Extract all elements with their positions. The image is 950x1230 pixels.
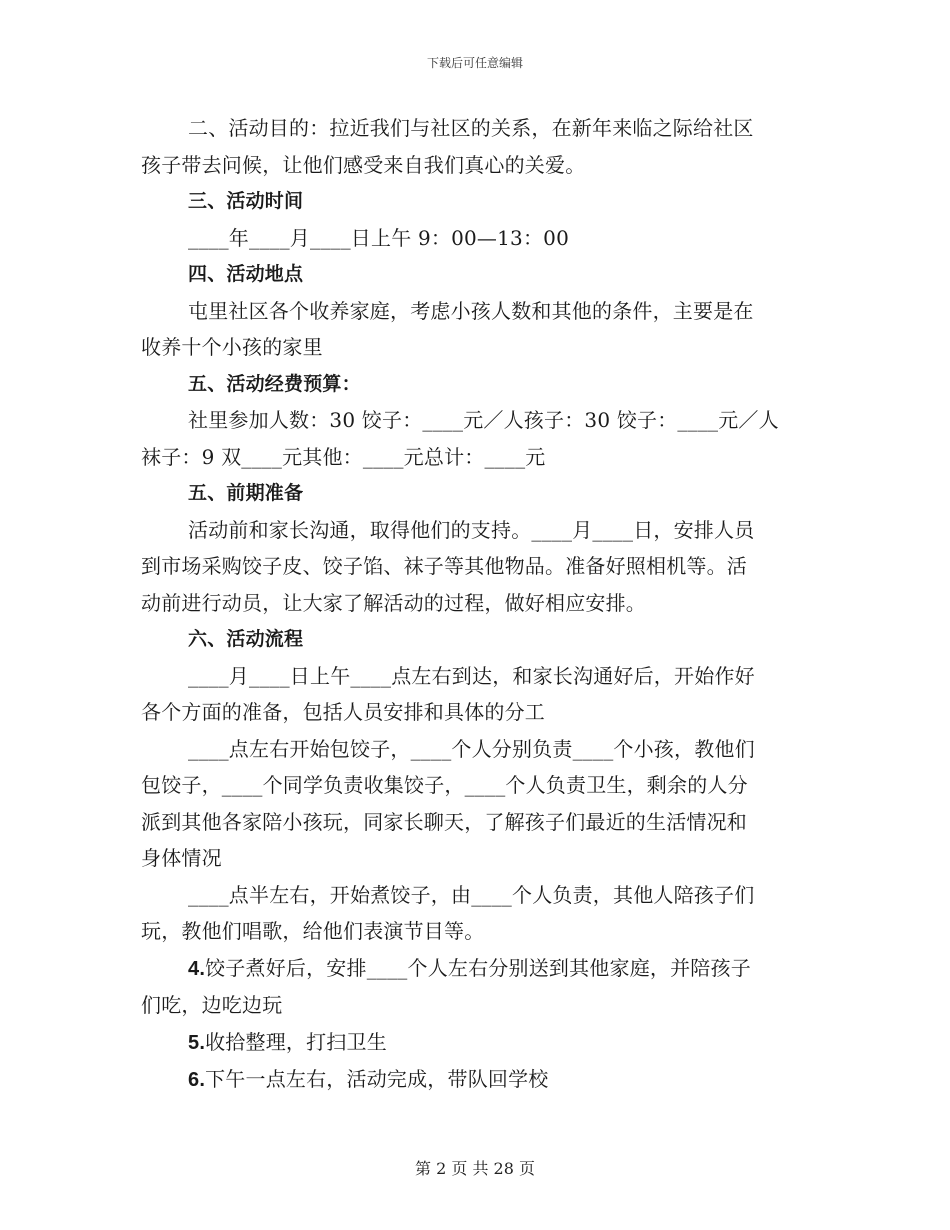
flow-item-6 <box>141 1061 809 1099</box>
section-heading-prep: 五、前期准备 <box>188 482 304 504</box>
time-value: ____年____月____日上午 9：00—13：00 <box>188 225 570 250</box>
flow-step-1-line-2: 各个方面的准备，包括人员安排和具体的分工 <box>141 700 545 724</box>
item-5-text: 收拾整理，打扫卫生 <box>205 1029 387 1054</box>
flow-step-2-line-3: 派到其他各家陪小孩玩，同家长聊天，了解孩子们最近的生活情况和 <box>141 809 747 834</box>
flow-step-3-line-2: 玩，教他们唱歌，给他们表演节目等。 <box>141 919 485 943</box>
flow-step-2-line-1: ____点左右开始包饺子，____个人分别负责____个小孩，教他们 <box>188 736 755 761</box>
flow-step-2-line-2: 包饺子，____个同学负责收集饺子，____个人负责卫生，剩余的人分 <box>141 773 748 797</box>
place-line-1: 屯里社区各个收养家庭，考虑小孩人数和其他的条件，主要是在 <box>188 298 754 323</box>
flow-item-5 <box>141 1024 809 1062</box>
item-6-text: 下午一点左右，活动完成，带队回学校 <box>205 1067 549 1091</box>
item-6-number: 6. <box>188 1069 206 1091</box>
prep-line-1: 活动前和家长沟通，取得他们的支持。____月____日，安排人员 <box>188 517 755 542</box>
section-heading-time: 三、活动时间 <box>188 190 304 212</box>
flow-step-3-line-1: ____点半左右，开始煮饺子，由____个人负责，其他人陪孩子们 <box>188 882 755 907</box>
flow-step-2-line-4: 身体情况 <box>141 846 222 870</box>
goal-line-2: 孩子带去问候，让他们感受来自我们真心的关爱。 <box>141 152 586 177</box>
flow-step-1-line-1: ____月____日上午____点左右到达，和家长沟通好后，开始作好 <box>188 663 755 688</box>
flow-item-4-line-1 <box>141 950 809 988</box>
page-footer: 第 2 页 共 28 页 <box>415 1159 535 1178</box>
goal-line-1: 二、活动目的：拉近我们与社区的关系，在新年来临之际给社区 <box>188 116 754 140</box>
budget-line-1: 社里参加人数：30 饺子：____元／人孩子：30 饺子：____元／人 <box>188 408 779 432</box>
item-4-number: 4. <box>188 957 206 980</box>
budget-line-2: 袜子：9 双____元其他：____元总计：____元 <box>141 444 546 469</box>
document-body <box>141 110 809 1099</box>
header-note: 下载后可任意编辑 <box>426 56 523 70</box>
prep-line-2: 到市场采购饺子皮、饺子馅、袜子等其他物品。准备好照相机等。活 <box>141 554 747 578</box>
item-5-number: 5. <box>188 1031 206 1054</box>
section-heading-place: 四、活动地点 <box>188 263 304 285</box>
flow-item-4-line-2: 们吃，边吃边玩 <box>141 993 283 1017</box>
prep-line-3: 动前进行动员，让大家了解活动的过程，做好相应安排。 <box>141 590 646 615</box>
section-heading-flow: 六、活动流程 <box>188 628 304 650</box>
place-line-2: 收养十个小孩的家里 <box>141 335 323 359</box>
section-heading-budget: 五、活动经费预算： <box>188 372 361 395</box>
item-4-text: 饺子煮好后，安排____个人左右分别送到其他家庭，并陪孩子 <box>205 955 751 980</box>
